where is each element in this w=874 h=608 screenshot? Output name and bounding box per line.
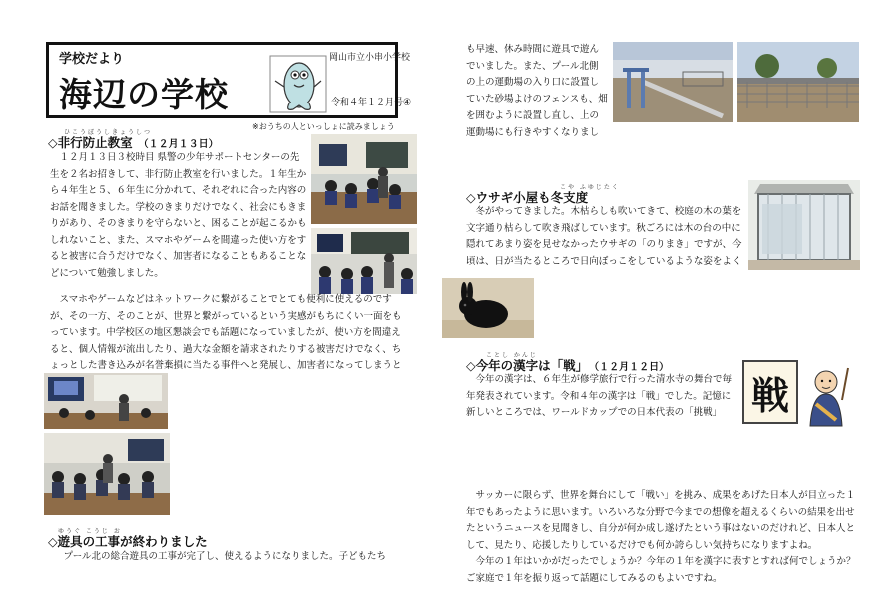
section4-paragraph-3: 今年の１年はいかがだったでしょうか？今年の１年を漢字に表すとすれば何でしょうか？ご家庭で１年を振り返って話題にしてみるのもよいですね。 <box>466 556 856 584</box>
school-name: 岡山市立小串小学校 <box>329 53 411 63</box>
section4-ruby: ことし かんじ <box>486 352 538 359</box>
section2-paragraph-right-a: も早速、休み時間に遊具で遊んでいました。また、プール北側の上の運動場の入り口に設置していた砂場よけのフェンスも、畑を囲むように設置し直し、上の運動場にも行きやすくなりまし <box>466 44 608 138</box>
section4-paragraph-1b <box>466 422 860 488</box>
reading-note: ※おうちの人といっしょに読みましょう <box>252 122 395 131</box>
section2-heading: ◇遊具の工事が終わりました <box>48 534 208 549</box>
section2-paragraph-left: プール北の総合遊具の工事が完了し、使えるようになりました。子どもたち <box>63 551 387 562</box>
classroom-photo-4 <box>44 433 170 515</box>
rabbit-hutch-photo <box>748 180 860 270</box>
section3-paragraph-b <box>538 270 860 352</box>
section3-paragraph-a: 冬がやってきました。木枯らしも吹いてきて、校庭の木の葉を文字通り枯らして吹き飛ばしています。秋ごろには木の台の中に隠れてあまり姿を見せなかったウサギの「のりまき」ですが、今頃は、日が当たるところで日向ぼっこをしているような姿をよく <box>466 206 742 267</box>
masthead-label: 学校だより <box>59 52 125 67</box>
issue-number: 令和４年１２月号④ <box>331 98 412 108</box>
monk-calligraphy-icon <box>802 364 852 430</box>
playground-photo-1 <box>613 42 733 122</box>
kanji-board <box>742 360 798 424</box>
kanji-character: 戦 <box>750 372 789 418</box>
fish-mascot-icon <box>269 55 327 113</box>
section3-ruby: こや ふゆじたく <box>560 184 620 191</box>
section1-heading-text: ◇非行防止教室 <box>48 135 133 150</box>
rabbit-photo <box>442 278 534 338</box>
playground-photo-2 <box>737 42 859 122</box>
section1-heading <box>48 133 219 151</box>
section1-paragraph-2b <box>174 373 408 528</box>
classroom-photo-1 <box>311 134 417 224</box>
section1-ruby: ひこうぼうしきょうしつ <box>64 129 153 136</box>
section2-paragraph-right-b <box>466 124 860 182</box>
classroom-photo-3 <box>44 373 168 429</box>
section3-heading: ◇ウサギ小屋も冬支度 <box>466 190 589 205</box>
classroom-photo-2 <box>311 228 417 294</box>
section1-paragraph-1: １２月１３日３校時目 県警の少年サポートセンターの先生を２名お招きして、非行防止教室を行いました。１年生から４年生と５、６年生に分かれて、それぞれに合った内容のお話を聞きました。学校のきまりだけでなく、社会にもきまりがあり、そのきまりを守らないと、困ることが起こるかもしれないこと、また、スマホやゲームを間違った使い方をすると被害に合うだけでなく、加害者になることもあることなどについて勉強しました。 <box>50 152 307 279</box>
section4-paragraph-2: サッカーに限らず、世界を舞台にして「戦い」を挑み、成果をあげた日本人が目立った１年でもあったように思います。いろいろな分野で今までの想像を超えるくらいの結果を出せたというニュースを見聞きし、自分が何か成し遂げたという事はないのだけれど、日本人として、見たり、応援したりしているだけでも何か誇らしい気持ちになりますよね。 <box>466 490 856 551</box>
section4-paragraph-1a: 今年の漢字は、６年生が修学旅行で行った清水寺の舞台で毎年発表されています。令和４年の漢字は「戦」でした。記憶に新しいところでは、ワールドカップでの日本代表の「挑戦」 <box>466 374 733 418</box>
masthead-title: 海辺の学校 <box>59 75 229 114</box>
section1-paragraph-2a: スマホやゲームなどはネットワークに繋がることでとても便利に使えるのですが、その一方、そのことが、世界と繋がっているという実感がもちにくい一面をもっています。中学校区の地区懇談会でも話題になっていましたが、使い方を間違えると、個人情報が流出したり、過大な金額を請求されたりする被害だけでなく、ちょっとした書き込みが名誉棄損に当たる事件へと発展し、加害者になってしまうと <box>50 294 402 371</box>
section4-date: （１２月１２日） <box>594 362 670 373</box>
section2-ruby: ゆうぐ こうじ お <box>58 528 122 535</box>
section4-heading-text: ◇今年の漢字は「戦」 <box>466 358 589 373</box>
section1-date: （１２月１３日） <box>138 139 219 150</box>
masthead <box>46 42 412 118</box>
